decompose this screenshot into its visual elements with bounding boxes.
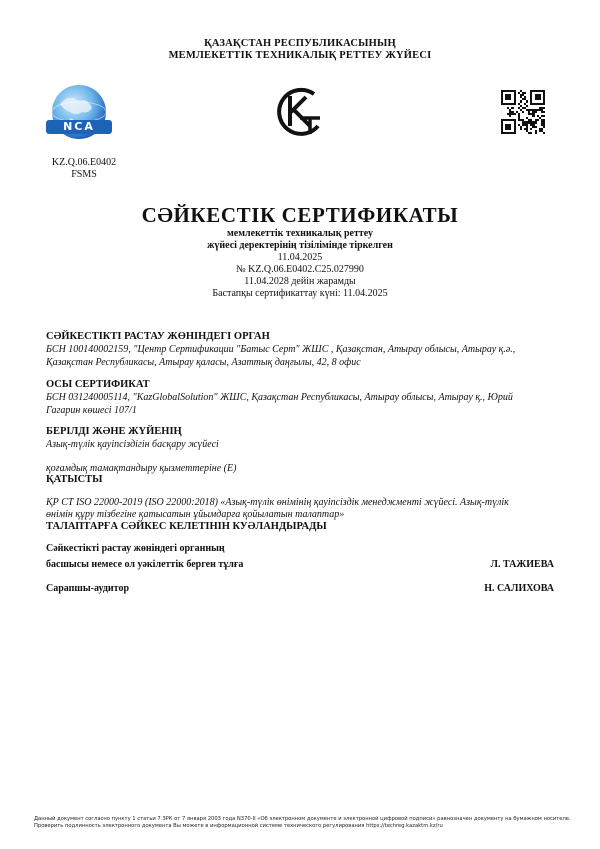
qr-code: [501, 90, 545, 134]
header-line-1: ҚАЗАҚСТАН РЕСПУБЛИКАСЫНЫҢ: [204, 38, 396, 49]
header-line-2: МЕМЛЕКЕТТІК ТЕХНИКАЛЫҚ РЕТТЕУ ЖҮЙЕСІ: [168, 50, 432, 61]
system-line-2: қоғамдық тамақтандыру қызметтеріне (Е): [46, 463, 237, 474]
issued-to-line-1: БСН 031240005114, "KazGlobalSolution" ЖШС, Қазақстан Республикасы, Атырау облысы, Атырау қ., Юрий: [46, 392, 513, 403]
certification-body-line-1: БСН 100140002159, "Центр Сертификации "Батыс Серт" ЖШС , Қазақстан, Атырау облысы, Атырау қ.ә.,: [46, 344, 516, 355]
conformity-statement: ТАЛАПТАРҒА СӘЙКЕС КЕЛЕТІНІН КУӘЛАНДЫРАДЫ: [46, 521, 327, 532]
page-title: СӘЙКЕСТІК СЕРТИФИКАТЫ: [141, 203, 459, 227]
certification-body-heading: СӘЙКЕСТІКТІ РАСТАУ ЖӨНІНДЕГІ ОРГАН: [46, 331, 270, 342]
signatory-name: Л. ТАЖИЕВА: [490, 559, 554, 570]
title-sub-1: мемлекеттік техникалық реттеу: [227, 228, 373, 239]
issued-to-line-2: Гагарин көшесі 107/1: [46, 405, 137, 416]
certificate-date: 11.04.2025: [277, 252, 323, 263]
registry-code: KZ.Q.06.E0402: [51, 157, 117, 168]
issued-to-heading: ОСЫ СЕРТИФИКАТ: [46, 379, 150, 390]
certificate-number: № KZ.Q.06.E0402.C25.027990: [236, 264, 364, 275]
title-sub-2: жүйесі деректерінің тізілімінде тіркелген: [207, 240, 393, 251]
qr-module: [543, 132, 545, 134]
footer-legal-line-1: Данный документ согласно пункту 1 статьи 7 ЗРК от 7 января 2003 года N370-II «Об электронном документе и электронной цифровой подписи» равнозначен документу на бумажном носителе.: [34, 816, 571, 822]
valid-until: 11.04.2028 дейін жарамды: [244, 276, 356, 287]
nca-globe-logo: [40, 82, 118, 146]
certification-body-line-2: Қазақстан Республикасы, Атырау қаласы, Азаттық даңғылы, 42, 8 офис: [46, 357, 361, 368]
kt-conformity-mark-logo: [272, 82, 328, 142]
footer-legal-line-2: Проверить подлинность электронного документа Вы можете в информационной системе технического регулирования https://techreg.kazaktm.kz/ru: [34, 823, 443, 829]
signatory-title-line-1: Сәйкестікті растау жөніндегі органның: [46, 543, 225, 554]
auditor-name: Н. САЛИХОВА: [484, 583, 554, 594]
nca-logo-text: NCA: [63, 120, 95, 133]
standard-heading: ҚАТЫСТЫ: [46, 474, 103, 485]
standard-line-2: өнімін құру тізбегіне қатысатын ұйымдарға қойылатын талаптар»: [46, 509, 345, 520]
registry-system: FSMS: [71, 169, 97, 180]
standard-line-1: ҚР СТ ISO 22000-2019 (ISO 22000:2018) «Азық-түлік өнімінің қауіпсіздік менеджменті жүйесі. Азық-түлік: [46, 497, 509, 508]
auditor-label: Сарапшы-аудитор: [46, 583, 130, 594]
system-line-1: Азық-түлік қауіпсіздігін басқару жүйесі: [46, 439, 219, 450]
first-certification-date: Бастапқы сертификаттау күні: 11.04.2025: [212, 288, 388, 299]
signatory-title-line-2: басшысы немесе ол уәкілеттік берген тұлға: [46, 559, 244, 570]
system-heading: БЕРІЛДІ ЖӘНЕ ЖҮЙЕНІҢ: [46, 426, 182, 437]
